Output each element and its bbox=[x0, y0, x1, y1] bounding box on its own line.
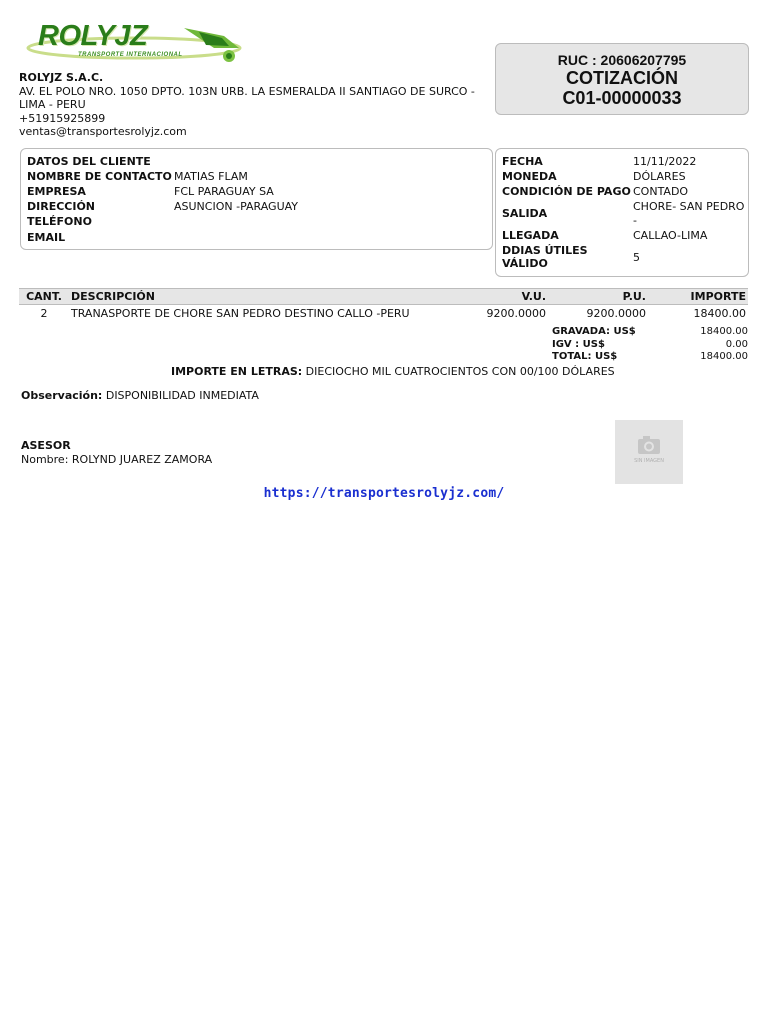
address-label: DIRECCIÓN bbox=[27, 200, 96, 213]
address-value: ASUNCION -PARAGUAY bbox=[174, 200, 299, 213]
advisor-title: ASESOR bbox=[21, 439, 71, 452]
company-address: AV. EL POLO NRO. 1050 DPTO. 103N URB. LA ESMERALDA II SANTIAGO DE SURCO - LIMA - PERU bbox=[19, 84, 475, 111]
total-value: 18400.00 bbox=[700, 351, 748, 362]
row-unit-value: 9200.0000 bbox=[486, 307, 546, 320]
valid-label-line2: VÁLIDO bbox=[502, 257, 548, 270]
observation-label: Observación: bbox=[21, 389, 103, 402]
total-label: TOTAL: US$ bbox=[552, 351, 618, 362]
unit-value-header: V.U. bbox=[448, 289, 548, 305]
logo-tagline: TRANSPORTE INTERNACIONAL bbox=[78, 52, 183, 58]
amount-words-label: IMPORTE EN LETRAS: bbox=[171, 365, 303, 378]
items-table bbox=[19, 288, 748, 322]
client-section-title: DATOS DEL CLIENTE bbox=[27, 155, 151, 168]
date-value: 11/11/2022 bbox=[633, 155, 697, 168]
company-phone: +51915925899 bbox=[19, 111, 106, 125]
logo-wordmark: ROLYJZ bbox=[38, 20, 148, 52]
valid-label-line1: DDIAS ÚTILES bbox=[502, 244, 588, 257]
payment-label: CONDICIÓN DE PAGO bbox=[502, 185, 631, 198]
company-logo bbox=[24, 18, 260, 70]
row-amount: 18400.00 bbox=[693, 307, 746, 320]
camera-icon bbox=[615, 420, 683, 484]
company-label: EMPRESA bbox=[27, 185, 86, 198]
departure-extra: - bbox=[633, 214, 637, 227]
no-image-text: SIN IMAGEN bbox=[634, 458, 664, 464]
taxable-row bbox=[552, 326, 748, 339]
arrival-value: CALLAO-LIMA bbox=[633, 229, 708, 242]
table-row bbox=[19, 305, 748, 323]
arrival-label: LLEGADA bbox=[502, 229, 559, 242]
quote-details-box bbox=[495, 148, 749, 277]
departure-label: SALIDA bbox=[502, 207, 548, 220]
no-image-placeholder bbox=[615, 420, 683, 484]
contact-value: MATIAS FLAM bbox=[174, 170, 248, 183]
valid-value: 5 bbox=[633, 251, 640, 264]
observation bbox=[21, 389, 621, 402]
description-header: DESCRIPCIÓN bbox=[69, 289, 448, 305]
total-row bbox=[552, 351, 748, 364]
row-qty: 2 bbox=[40, 307, 48, 320]
client-data-box bbox=[20, 148, 493, 250]
payment-value: CONTADO bbox=[633, 185, 689, 198]
ruc-number: RUC : 20606207795 bbox=[557, 52, 687, 68]
qty-header: CANT. bbox=[19, 289, 69, 305]
departure-value: CHORE- SAN PEDRO bbox=[633, 200, 745, 213]
igv-row bbox=[552, 339, 748, 352]
amount-words-value: DIECIOCHO MIL CUATROCIENTOS CON 00/100 DÓLARES bbox=[305, 365, 615, 378]
currency-value: DÓLARES bbox=[633, 170, 686, 183]
company-email: ventas@transportesrolyjz.com bbox=[19, 125, 187, 138]
row-description: TRANASPORTE DE CHORE SAN PEDRO DESTINO CALLO -PERU bbox=[71, 307, 410, 320]
contact-label: NOMBRE DE CONTACTO bbox=[27, 170, 172, 183]
taxable-label: GRAVADA: US$ bbox=[552, 326, 636, 337]
company-name: ROLYJZ S.A.C. bbox=[19, 71, 104, 84]
unit-price-header: P.U. bbox=[548, 289, 648, 305]
document-number: C01-00000033 bbox=[562, 88, 682, 108]
company-info bbox=[19, 71, 499, 139]
document-header-box bbox=[495, 43, 749, 115]
table-header-row bbox=[19, 289, 748, 305]
email-label: EMAIL bbox=[27, 231, 66, 244]
phone-label: TELÉFONO bbox=[27, 215, 92, 228]
advisor-name: Nombre: ROLYND JUAREZ ZAMORA bbox=[21, 453, 213, 466]
website-link[interactable]: https://transportesrolyjz.com/ bbox=[263, 486, 505, 501]
amount-in-words bbox=[171, 365, 731, 378]
observation-value: DISPONIBILIDAD INMEDIATA bbox=[105, 389, 259, 402]
currency-label: MONEDA bbox=[502, 170, 557, 183]
igv-value: 0.00 bbox=[725, 338, 748, 350]
amount-header: IMPORTE bbox=[648, 289, 748, 305]
igv-label: IGV : US$ bbox=[552, 338, 605, 350]
totals-block bbox=[552, 326, 748, 364]
date-label: FECHA bbox=[502, 155, 543, 168]
company-value: FCL PARAGUAY SA bbox=[174, 185, 274, 198]
taxable-value: 18400.00 bbox=[700, 326, 748, 337]
row-unit-price: 9200.0000 bbox=[586, 307, 646, 320]
document-type: COTIZACIÓN bbox=[566, 68, 678, 88]
